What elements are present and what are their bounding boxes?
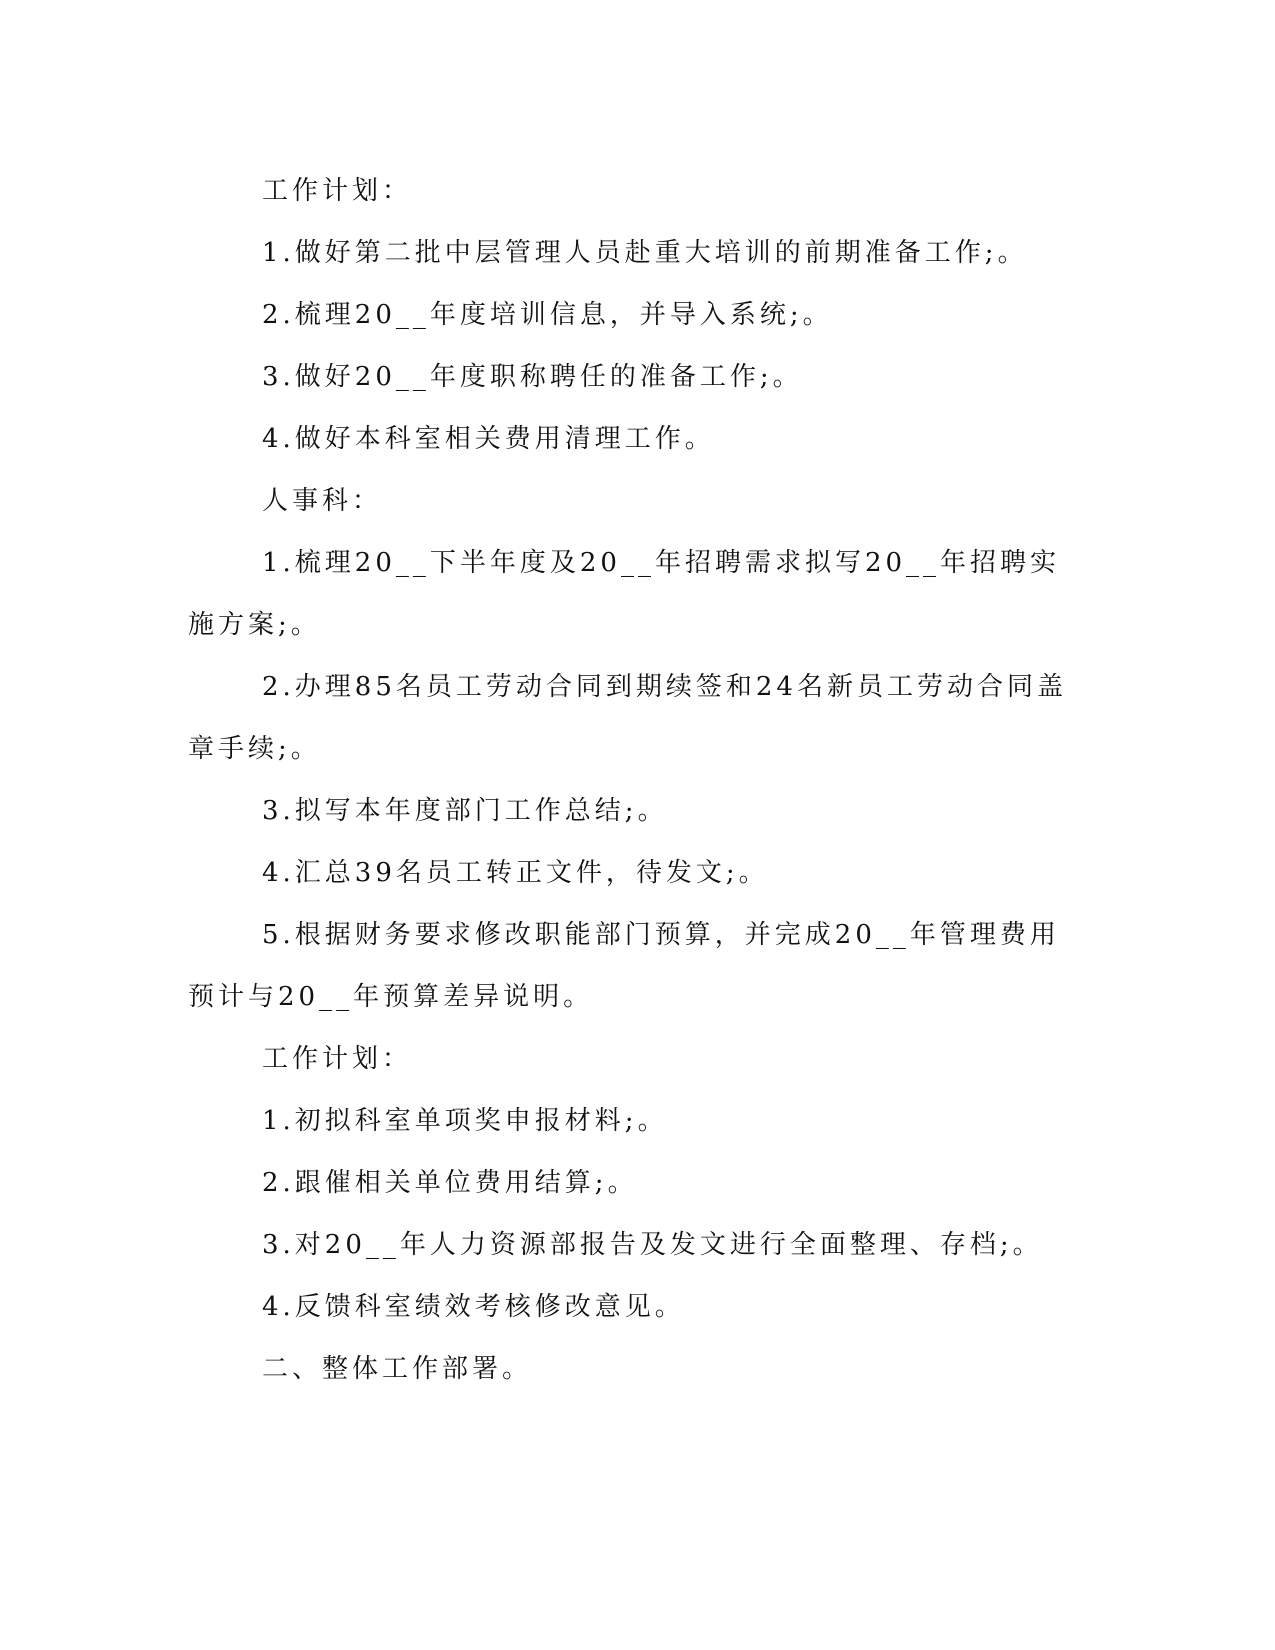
section-heading-work-plan: 工作计划： xyxy=(262,176,413,206)
section-heading-personnel: 人事科： xyxy=(262,486,383,516)
document-body xyxy=(188,160,1068,1400)
list-item: 3.做好20__年度职称聘任的准备工作;。 xyxy=(262,362,803,392)
list-item: 1.做好第二批中层管理人员赴重大培训的前期准备工作;。 xyxy=(262,238,1028,268)
list-item: 5.根据财务要求修改职能部门预算，并完成20__年管理费用预计与20__年预算差异说明。 xyxy=(188,920,1060,1012)
list-item: 1.初拟科室单项奖申报材料;。 xyxy=(262,1106,668,1136)
section-heading-work-plan: 工作计划： xyxy=(262,1044,413,1074)
list-item: 3.拟写本年度部门工作总结;。 xyxy=(262,796,668,826)
list-item: 1.梳理20__下半年度及20__年招聘需求拟写20__年招聘实施方案;。 xyxy=(188,548,1061,640)
list-item: 2.梳理20__年度培训信息，并导入系统;。 xyxy=(262,300,833,330)
list-item: 4.做好本科室相关费用清理工作。 xyxy=(262,424,715,454)
section-heading-deployment: 二、整体工作部署。 xyxy=(262,1354,533,1384)
list-item: 4.汇总39名员工转正文件，待发文;。 xyxy=(262,858,769,888)
list-item: 2.办理85名员工劳动合同到期续签和24名新员工劳动合同盖章手续;。 xyxy=(188,672,1067,764)
list-item: 2.跟催相关单位费用结算;。 xyxy=(262,1168,638,1198)
list-item: 4.反馈科室绩效考核修改意见。 xyxy=(262,1292,685,1322)
list-item: 3.对20__年人力资源部报告及发文进行全面整理、存档;。 xyxy=(262,1230,1043,1260)
